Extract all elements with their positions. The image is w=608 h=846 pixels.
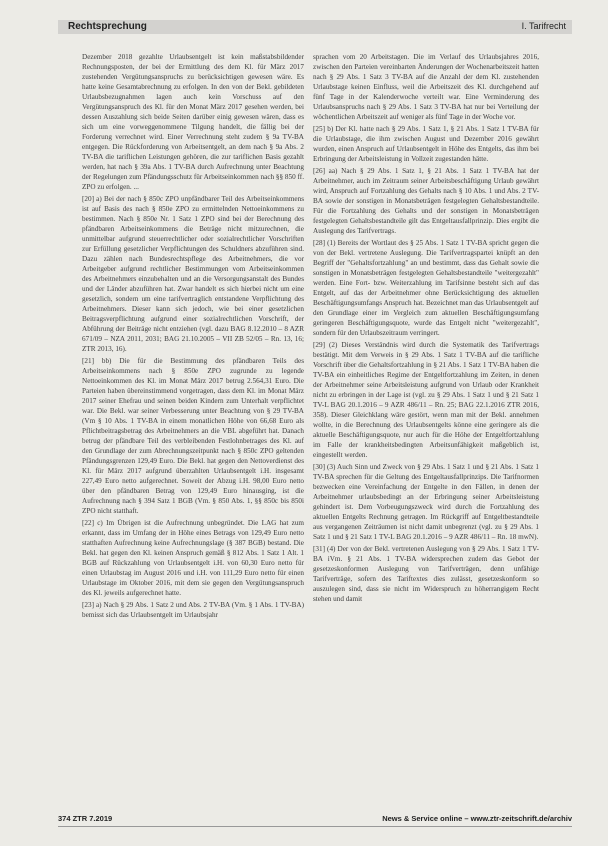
footer-link[interactable]: News & Service online – www.ztr-zeitschrift.de/archiv (382, 814, 572, 823)
paragraph: [22] c) Im Übrigen ist die Aufrechnung unbegründet. Die LAG hat zum erkannt, dass im Umfang der in Höhe eines Betrags von 129,49 Euro netto statthaften Aufrechnung keine Aufrechnungslage (§ 387 BGB) bestand. Die Bekl. hat gegen den Kl. keinen Anspruch gemäß § 812 Abs. 1 Satz 1 Alt. 1 BGB auf Rückzahlung von Urlaubsentgelt i.H. von 60,30 Euro netto für einen Urlaubstag im August 2016 und i.H. von 111,29 Euro netto für einen Urlaubstage im Oktober 2016, mit dem sie gegen den Vergütungsanspruch des Kl. jeweils aufgerechnet hatte. (82, 519, 304, 597)
paragraph: [28] (1) Bereits der Wortlaut des § 25 Abs. 1 Satz 1 TV-BA spricht gegen die von der Bekl. vertretene Auslegung. Die Tarifvertragspartei knüpft an den Begriff der "Gehaltsfortzahlung" an und bestimmt, dass das Gehalt sowie die sonstigen in Monatsbeträgen festgelegten Gehaltsbestandteile "weitergezahlt" werden. Eine Fort- bzw. Weiterzahlung im Tarifsinne besteht sich auf das Entgelt, auf das der Arbeitnehmer ohne Berücksichtigung des aktuellen Beschäftigungsumfangs Anspruch hat. Bezeichnet man das Urlaubsentgelt auf den Grundlage einer im Vergleich zum aktuellen Beschäftigungsumfang geringeren Beschäftigungsquote, wurde das Entgelt nicht "weitergezahlt", sondern für den Urlaubszeitraum verringert. (313, 239, 539, 337)
section-title: Rechtsprechung (68, 21, 147, 32)
left-column (82, 52, 304, 822)
page-number-journal: 374 ZTR 7.2019 (58, 814, 113, 823)
paragraph: [26] aa) Nach § 29 Abs. 1 Satz 1, § 21 Abs. 1 Satz 1 TV-BA hat der Arbeitnehmer, auch im Zeitraum seiner Arbeitsbeschäftigung Urlaub gewährt wird, Anspruch auf Fortzahlung des Gehalts nach § 10 Abs. 1 und Abs. 2 TV-BA sowie der sonstigen in Monatsbeträgen festgelegten Gehaltsbestandteile. Für die Fortzahlung des Gehalts und der sonstigen in Monatsbeträgen festgelegten Gehaltsbestandteile gilt das Entgeltausfallprinzip. Dies ergibt die Auslegung des Tarifvertrags. (313, 167, 539, 235)
paragraph: [20] a) Bei der nach § 850c ZPO unpfändbarer Teil des Arbeitseinkommens ist auf Basis des nach § 850e ZPO zu ermittelnden Nettoeinkommens zu bestimmen. Nach § 850e Nr. 1 Satz 1 ZPO sind bei der Berechnung des pfändbaren Arbeitseinkommens die Beträge nicht mitzurechnen, die unmittelbar aufgrund steuerrechtlicher oder sozialrechtlicher Vorschriften zur Erfüllung gesetzlicher Verpflichtungen des Schuldners abzuführen sind. Dazu zählen nach Bundesrechtspflege des Arbeitnehmers, die vor Arbeitgeber aufgrund rechtlicher Bestimmungen vom Arbeitseinkommen des Arbeitnehmers einzubehalten und an die Versorgungsanstalt des Bundes und der Länder abzuführen hat. Zwar handelt es sich hierbei nicht um eine gesetzlich, sondern um eine tarifvertraglich entstandene Verpflichtung des Arbeitnehmers. Dieser kann sich jedoch, wie bei einer gesetzlichen Beitragsverpflichtung aufgrund einer sozialrechtlichen Vorschrift, der Abführung der Beiträge nicht entziehen (vgl. dazu BAG 8.12.2010 – 8 AZR 671/09 – NZA 2011, 2031; BAG 21.10.2005 – VII ZB 52/05 – Rn. 13, 16; ZTR 2013, 16). (82, 195, 304, 353)
paragraph: [23] a) Nach § 29 Abs. 1 Satz 2 und Abs. 2 TV-BA (Vm. § 1 Abs. 1 TV-BA) bemisst sich das Urlaubsentgelt im Urlaubsjahr (82, 601, 304, 619)
paragraph: [29] (2) Dieses Verständnis wird durch die Systematik des Tarifvertrags bestätigt. Mit dem Verweis in § 29 Abs. 1 Satz 1 TV-BA auf die tarifliche Vorschrift über die Gehaltsfortzahlung in § 21 Abs. 1 Satz 1 TV-BA haben die TV-BA ein einheitliches Regime der Entgeltfortzahlung im Zeiten, in denen der Arbeitnehmer seine Arbeitsleistung aufgrund von Urlaub oder Krankheit nicht zu erbringen in der Lage ist (vgl. zu § 29 Abs. 1 Satz 1 und § 21 Satz 1 TV-L BAG 20.1.2016 – 9 AZR 486/11 – Rn. 25; BAG 22.1.2016 ZTR 2016, 358). Dieser Gleichklang wäre gestört, wenn man mit der Bekl. annehmen wollte, in die Berechnung des Urlaubsentgelts könne eine geringere als die aktuelle Beschäftigungsquote, nur auch für die Höhe der Entgeltfortzahlung im Falle der krankheitsbedingten Arbeitsunfähigkeit maßgeblich ist, eingestellt werden. (313, 341, 539, 459)
page-footer (58, 814, 572, 826)
paragraph: [21] bb) Die für die Bestimmung des pfändbaren Teils des Arbeitseinkommens nach § 850e ZPO zugrunde zu legende Nettoeinkommen des Kl. im Monat März 2017 betrug 2.564,31 Euro. Die Parteien haben übereinstimmend vorgetragen, dass dem Kl. im Monat März 2017 seiner Ehefrau und seinen beiden Kindern zum Unterhalt verpflichtet war. Die Bekl. war seiner Verbesserung unter Beachtung von § 29 TV-BA (Vm § 10 Abs. 1 TV-BA in einem monatlichen Höhe von 66,68 Euro als Pflichtbeitragsbetrag des Arbeitnehmers an die VBL abgeführt hat. Danach betrug der pfändbare Teil des verbleibenden Festlohnbetrages des Kl. auf den Grundlage der zum Abrechnungszeitpunkt nach § 850c ZPO geltenden Pfändungsgrenzen 129,49 Euro. Die Bekl. hat gegen den Nettoverdienst des Kl. für März 2017 aufgrund überzahlten Urlaubsentgelt i.H. insgesamt 227,49 Euro netto aufgerechnet. Soweit der Abzug i.H. 98,00 Euro netto über den pfändbaren Betrag von 129,49 Euro hinausging, ist die Aufrechnung nach § 394 Satz 1 BGB (Vm. § 850 Abs. 1, §§ 850c bis 850i ZPO nicht statthaft. (82, 357, 304, 515)
footer-rule (58, 826, 572, 827)
section-subtitle: I. Tarifrecht (521, 21, 566, 31)
paragraph: [31] (4) Der von der Bekl. vertretenen Auslegung von § 29 Abs. 1 Satz 1 TV-BA iVm. § 21 Abs. 1 TV-BA widersprechen zudem das Gebot der gesetzeskonformen Auslegung von Tarifverträgen, denn unfähige Tarifverträge, sofern des Tariftextes dies zulässt, gesetzeskonform so auszulegen sind, dass sie nicht im Widerspruch zu höherrangigem Recht stehen und damit (313, 545, 539, 603)
right-column (313, 52, 539, 822)
paragraph: [30] (3) Auch Sinn und Zweck von § 29 Abs. 1 Satz 1 und § 21 Abs. 1 Satz 1 TV-BA sprechen für die Geltung des Entgeltausfallprinzips. Die Tarifnormen bezwecken eine Vereinfachung der Entgelte in den Fällen, in denen der Arbeitnehmer urlaubsbedingt an der Erbringung seiner Arbeitsleistung gehindert ist. Dem Vorbeugungszweck wird durch die Fortzahlung des aktuellen Entgelts Rechnung getragen. Im Rückgriff auf Entgeltbestandteile aus vergangenen Zeiträumen ist nicht damit unbegrenzt (vgl. zu § 29 Abs. 1 Satz 1 und § 21 Satz 1 TV-L BAG 20.1.2016 – 9 AZR 486/11 – Rn. 18 mwN). (313, 463, 539, 541)
paragraph: [25] b) Der Kl. hatte nach § 29 Abs. 1 Satz 1, § 21 Abs. 1 Satz 1 TV-BA für die Urlaubstage, die ihm zwischen August und Dezember 2016 gewährt wurden, einen Anspruch auf Urlaubsentgelt in Höhe des Entgelts, das ihm bei Erbringung der Arbeitsleistung in Vollzeit zugestanden hätte. (313, 125, 539, 163)
paragraph: sprachen vom 20 Arbeitstagen. Die im Verlauf des Urlaubsjahres 2016, zwischen den Parteien vereinbarten Änderungen der Wochenarbeitszeit hatten nach § 29 Abs. 1 Satz 3 TV-BA auf die Anzahl der dem Kl. zustehenden Urlaubstage keinen Einfluss, weil die Arbeitszeit des Kl. durchgehend auf fünf Tage in der Kalenderwoche verteilt war. Eine Verminderung des Urlaubsanspruchs nach § 29 Abs. 1 Satz 3 TV-BA hat nur bei Verteilung der wöchentlichen Arbeitszeit auf weniger als fünf Tage in der Woche vor. (313, 53, 539, 121)
paragraph: Dezember 2018 gezahlte Urlaubsentgelt ist kein maßstabsbildender Rechnungsposten, der bei der Ermittlung des dem Kl. für März 2017 zustehenden Vergütungsanspruchs zu berücksichtigen gewesen wäre. Es hatte keine Gesamtabrechnung zu erfolgen. In den von der Bekl. gebildeten Urlaubsbezugnahmen lagen auch kein Vorschuss auf den Vergütungsanspruch des Kl. für den Monat März 2017 gesehen werden, bei dessen Auszahlung sich beide Seiten darüber einig gewesen wären, dass es sich um eine vorweggenommene Tilgung handelt, die fällig bei der Forderung verrechnet wird. Einer Verrechnung steht zudem § 9a TV-BA entgegen. Die Rückforderung von Arbeitsentgelt, an dem nach § 9a Abs. 2 TV-BA die tariflichen Leistungen gehören, die zur tariflichen Basis gezahlt werden, hat nach § 39a Abs. 1 TV-BA durch Aufrechnung unter Beachtung der Regelungen zum Pfändungsschutz für Arbeitseinkommen nach §§ 850 ff. ZPO zu erfolgen. ... (82, 53, 304, 191)
running-header (58, 20, 572, 34)
